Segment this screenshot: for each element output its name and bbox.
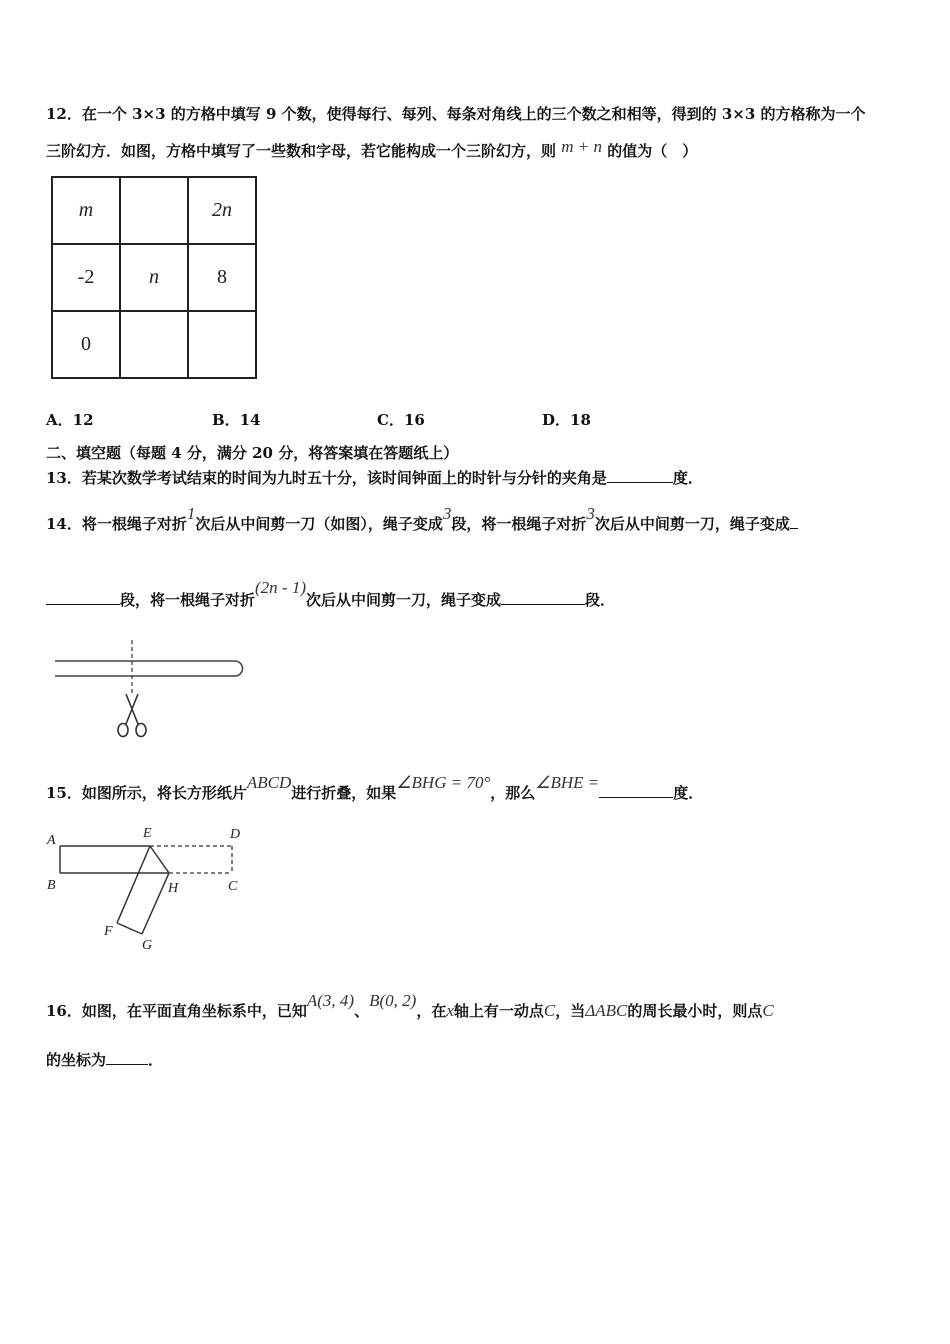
q15: [46, 773, 704, 803]
option-a: A．12: [46, 411, 94, 429]
grid-row: [52, 311, 256, 378]
fold-line-eh: [150, 846, 169, 873]
q15-unit: 度．: [673, 784, 704, 802]
answer-blank: [599, 783, 673, 798]
q14-num-3: 3: [586, 504, 595, 523]
label-f: F: [104, 924, 113, 939]
q12-expr: m + n: [561, 137, 602, 156]
option-c: C．16: [377, 411, 425, 429]
q16-point-b: B(0, 2): [369, 991, 417, 1010]
grid-cell: n: [120, 244, 188, 311]
label-d: D: [230, 827, 241, 842]
q14-line2: [46, 578, 616, 610]
label-b: B: [47, 878, 56, 893]
q16-text-5: 的周长最小时，则点: [627, 1002, 763, 1020]
q13: [46, 467, 703, 488]
q16-point-c-2: C: [762, 1001, 774, 1020]
grid-cell: [120, 177, 188, 244]
answer-blank: [790, 514, 798, 529]
q14-text-3: 段，将一根绳子对折: [451, 515, 587, 533]
magic-square-grid: [51, 176, 257, 379]
q16-line2-text: 的坐标为: [46, 1051, 107, 1069]
q16-x: x: [446, 1001, 454, 1020]
option-b: B．14: [212, 411, 261, 429]
q15-text-3: ，那么: [490, 784, 536, 802]
scissors-icon: [118, 694, 146, 737]
q15-angle-1: ∠BHG = 70°: [396, 773, 491, 792]
q16-triangle: ΔABC: [585, 1001, 628, 1020]
q16-line1: [46, 991, 774, 1021]
q13-text: 13．若某次数学考试结束的时间为九时五十分，该时间钟面上的时针与分针的夹角是: [46, 469, 607, 487]
answer-blank: [106, 1050, 148, 1065]
q16-point-a: A(3, 4): [306, 991, 355, 1010]
q15-text-1: 15．如图所示，将长方形纸片: [46, 784, 247, 802]
folded-rope: [55, 661, 243, 676]
q16-end: ．: [148, 1051, 164, 1069]
section-title: 二、填空题（每题 4 分，满分 20 分，将答案填在答题纸上）: [46, 444, 459, 462]
q14-num-1: 1: [186, 504, 196, 523]
q16-text-2: ，在: [416, 1002, 447, 1020]
label-e: E: [143, 826, 152, 841]
label-a: A: [47, 833, 56, 848]
q14-text-6: 次后从中间剪一刀，绳子变成: [306, 591, 502, 609]
q16-line2: [46, 1049, 163, 1070]
q14-text-2: 次后从中间剪一刀（如图），绳子变成: [195, 515, 443, 533]
q12-line2-pre: 三阶幻方．如图，方格中填写了一些数和字母，若它能构成一个三阶幻方，则: [46, 142, 557, 160]
answer-blank: [46, 590, 120, 605]
grid-row: [52, 177, 256, 244]
q14-num-4: (2n - 1): [255, 578, 306, 597]
q16-text-1: 16．如图，在平面直角坐标系中，已知: [46, 1002, 307, 1020]
q16-point-c: C: [543, 1001, 556, 1020]
grid-row: [52, 244, 256, 311]
grid-cell: [188, 311, 256, 378]
grid-cell: 2n: [188, 177, 256, 244]
grid-cell: 8: [188, 244, 256, 311]
answer-blank: [607, 468, 673, 483]
q16-text-3: 轴上有一动点: [453, 1002, 544, 1020]
q14-text-1: 14．将一根绳子对折: [46, 515, 187, 533]
q12-line2: [46, 137, 698, 161]
grid-cell: m: [52, 177, 120, 244]
grid-cell: -2: [52, 244, 120, 311]
q12-line2-post: 的值为（ ）: [607, 142, 698, 160]
grid-cell: [120, 311, 188, 378]
q14-text-7: 段．: [585, 591, 616, 609]
edge-gh: [142, 873, 169, 934]
option-d: D．18: [542, 411, 591, 429]
edge-fg: [117, 923, 142, 934]
q14-text-5: 段，将一根绳子对折: [120, 591, 256, 609]
q16-text-4: ，当: [555, 1002, 586, 1020]
edge-ef: [117, 846, 150, 923]
folded-rectangle-figure: [42, 822, 257, 954]
q14-num-2: 3: [442, 504, 452, 523]
q15-shape: ABCD: [246, 773, 292, 792]
q16-sep: 、: [354, 1002, 370, 1020]
q14-line1: [46, 504, 798, 534]
answer-blank: [501, 590, 585, 605]
label-h: H: [168, 881, 179, 896]
q13-unit: 度．: [672, 469, 703, 487]
label-g: G: [142, 938, 153, 953]
q15-text-2: 进行折叠，如果: [291, 784, 397, 802]
q12-line1: 12．在一个 3×3 的方格中填写 9 个数，使得每行、每列、每条对角线上的三个数之和相等，得到的 3×3 的方格称为一个: [46, 105, 866, 123]
q14-text-4: 次后从中间剪一刀，绳子变成: [594, 515, 790, 533]
label-c: C: [228, 879, 238, 894]
grid-cell: 0: [52, 311, 120, 378]
rope-scissors-figure: [50, 636, 250, 744]
q15-angle-2: ∠BHE =: [535, 773, 600, 792]
